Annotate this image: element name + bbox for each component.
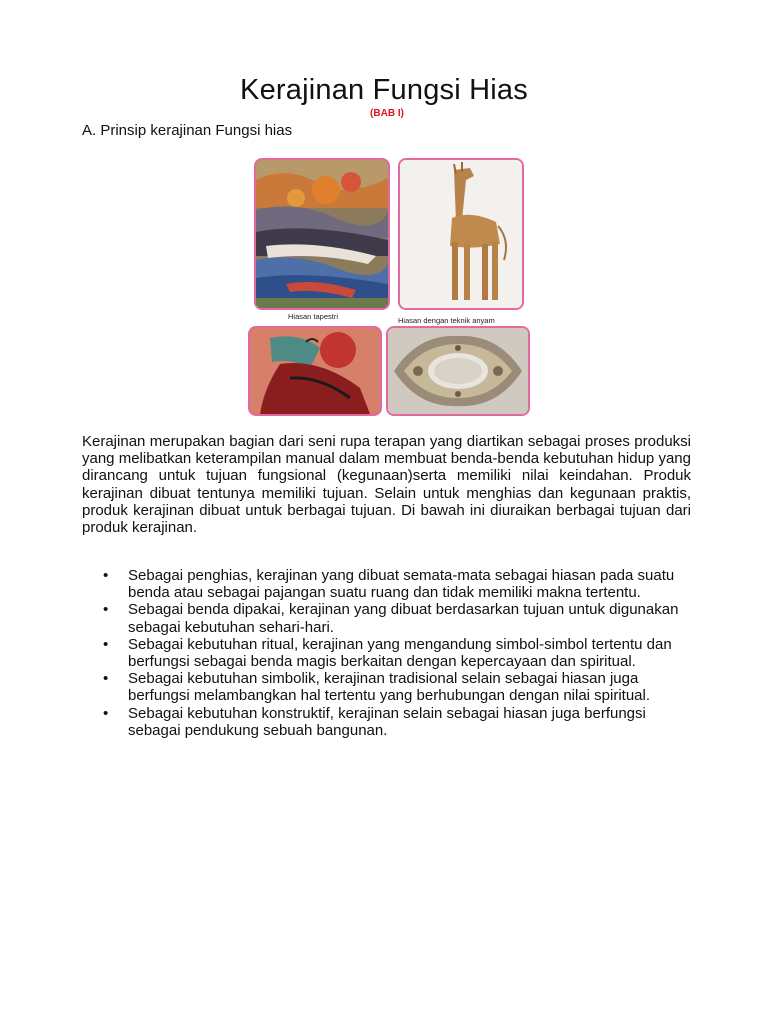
list-item: [82, 636, 694, 670]
carved-dish-photo: [386, 326, 530, 416]
bullet-icon: •: [103, 704, 109, 722]
woven-giraffe-photo: [398, 158, 524, 310]
list-item: [82, 601, 694, 635]
intro-paragraph: Kerajinan merupakan bagian dari seni rupa terapan yang diartikan sebagai proses produksi yang melibatkan keterampilan manual dalam membuat benda-benda kebutuhan hidup yang dirancang untuk tujuan fungsional (kegunaan)serta memiliki nilai keindahan. Produk kerajinan dibuat tentunya memiliki tujuan. Selain untuk menghias dan kegunaan praktis, produk kerajinan dibuat untuk berbagai tujuan. Di bawah ini diuraikan berbagai tujuan dari produk kerajinan.: [82, 433, 691, 537]
page-title: Kerajinan Fungsi Hias: [240, 74, 528, 106]
bullet-icon: •: [103, 670, 109, 688]
list-item-text: Sebagai kebutuhan simbolik, kerajinan tradisional selain sebagai hiasan juga berfungsi melambangkan hal tertentu yang berhubungan dengan nilai spiritual.: [128, 670, 651, 705]
list-item: [82, 705, 694, 739]
tapestry-caption: Hiasan tapestri: [288, 312, 339, 321]
bullet-icon: •: [103, 567, 109, 584]
list-item: [82, 670, 694, 704]
bullet-icon: •: [103, 635, 109, 653]
list-item-text: Sebagai benda dipakai, kerajinan yang dibuat berdasarkan tujuan untuk digunakan sebagai kebutuhan sehari-hari.: [128, 601, 679, 636]
painted-fabric-photo: [248, 326, 382, 416]
tapestry-photo: [254, 158, 390, 310]
purpose-list: [82, 567, 694, 739]
chapter-label: (BAB I): [370, 108, 404, 119]
bullet-icon: •: [103, 601, 109, 619]
list-item-text: Sebagai kebutuhan ritual, kerajinan yang mengandung simbol-simbol tertentu dan berfungsi sebagai benda magis berkaitan dengan kepercayaan dan spiritual.: [128, 635, 672, 671]
list-item: [82, 567, 694, 601]
list-item-text: Sebagai kebutuhan konstruktif, kerajinan selain sebagai hiasan juga berfungsi sebagai pendukung sebuah bangunan.: [128, 704, 646, 739]
list-item-text: Sebagai penghias, kerajinan yang dibuat semata-mata sebagai hiasan pada suatu benda atau sebagai pajangan suatu ruang dan tidak memiliki makna tertentu.: [128, 567, 675, 602]
woven-caption: Hiasan dengan teknik anyam: [398, 316, 495, 325]
section-heading: A. Prinsip kerajinan Fungsi hias: [82, 122, 293, 139]
craft-figure: [246, 156, 532, 418]
